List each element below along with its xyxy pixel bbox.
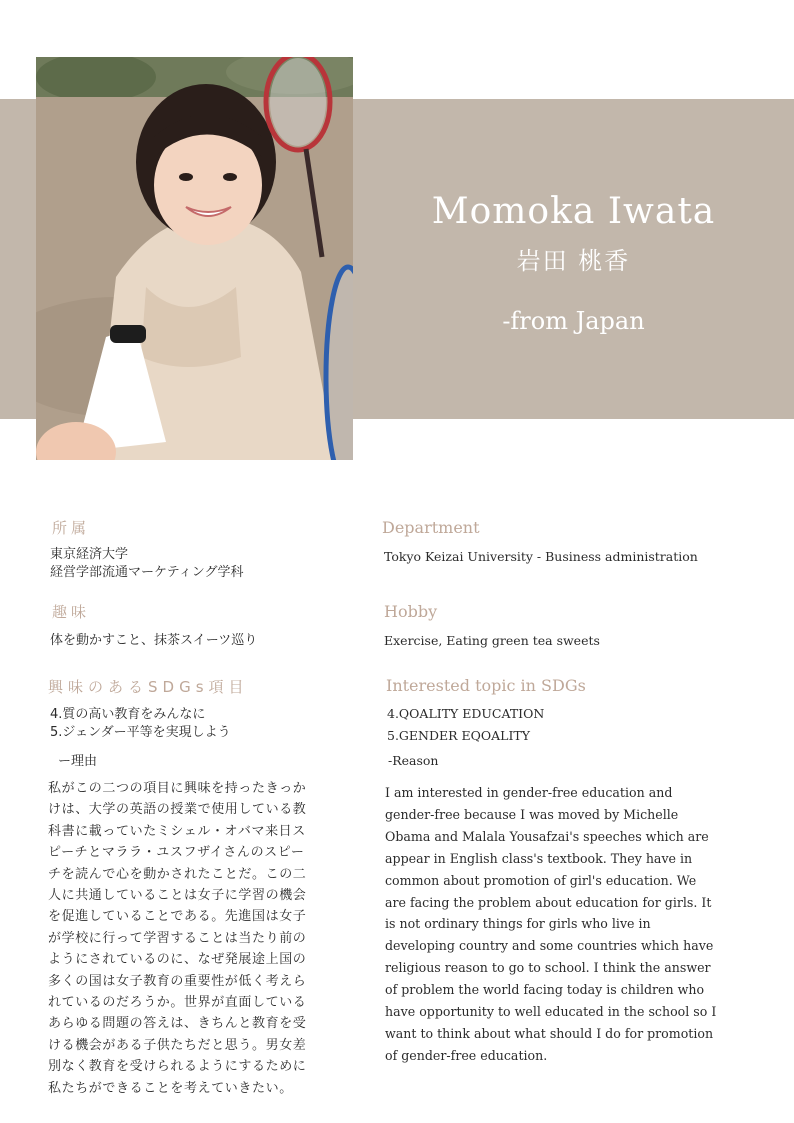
hobby-label-en: Hobby <box>384 602 438 621</box>
sdg-list-ja <box>50 706 231 742</box>
sdg-list-en <box>387 703 544 747</box>
origin-text: -from Japan <box>502 307 645 335</box>
reason-line-en: of problem the world facing today is children who <box>385 982 705 998</box>
sdg-item-en: 4.QOALITY EDUCATION <box>387 706 545 721</box>
department-label-ja: 所属 <box>52 519 91 537</box>
reason-line-ja: 私たちができることを考えていきたい。 <box>48 1080 293 1096</box>
department-line-1: 東京経済大学 <box>50 547 129 562</box>
reason-line-ja: あらゆる問題の答えは、きちんと教育を受 <box>48 1016 307 1032</box>
reason-line-en: religious reason to go to school. I think the answer <box>385 960 711 976</box>
reason-paragraph-en <box>385 782 730 1067</box>
reason-line-en: common about promotion of girl's education. We <box>385 872 697 888</box>
hobby-label-ja: 趣味 <box>52 603 91 621</box>
reason-line-ja: が学校に行って学習することは当たり前の <box>48 930 307 946</box>
department-text-en: Tokyo Keizai University - Business administration <box>384 549 698 564</box>
sdg-item-ja: 5.ジェンダー平等を実現しよう <box>50 725 231 740</box>
department-label-en: Department <box>382 518 480 537</box>
reason-line-ja: ピーチとマララ・ユスフザイさんのスピー <box>48 845 305 861</box>
reason-paragraph-ja <box>48 778 348 1099</box>
reason-label-en: -Reason <box>388 753 439 768</box>
reason-line-ja: 科書に載っていたミシェル・オバマ来日ス <box>48 823 306 839</box>
reason-line-ja: 人に共通していることは女子に学習の機会 <box>48 888 307 904</box>
sdg-label-en: Interested topic in SDGs <box>386 676 586 695</box>
name-japanese: 岩田 桃香 <box>516 247 631 275</box>
reason-line-ja: ようにされているのに、なぜ発展途上国の <box>48 952 307 968</box>
department-text-ja <box>50 546 243 582</box>
reason-line-en: I am interested in gender-free education and <box>385 785 673 800</box>
hobby-text-en: Exercise, Eating green tea sweets <box>384 633 600 648</box>
reason-line-ja: 別なく教育を受けられるようにするために <box>48 1059 307 1075</box>
sdg-label-ja: 興味のあるSDGs項目 <box>48 678 249 696</box>
reason-line-en: are facing the problem about education for girls. It <box>385 894 712 910</box>
reason-line-en: Obama and Malala Yousafzai's speeches which are <box>385 828 709 844</box>
reason-label-ja: ー理由 <box>58 754 98 769</box>
reason-line-en: gender-free because I was moved by Michelle <box>385 806 679 822</box>
sdg-item-en: 5.GENDER EQOALITY <box>387 728 530 743</box>
reason-line-ja: けは、大学の英語の授業で使用している教 <box>48 802 307 818</box>
hobby-text-ja: 体を動かすこと、抹茶スイーツ巡り <box>50 633 258 648</box>
name-english: Momoka Iwata <box>431 191 716 232</box>
profile-photo <box>36 57 353 460</box>
reason-line-ja: チを読んで心を動かされたことだ。この二 <box>48 866 307 882</box>
name-block <box>353 99 794 419</box>
department-line-2: 経営学部流通マーケティング学科 <box>50 565 244 580</box>
reason-line-en: want to think about what should I do for promotion <box>385 1025 714 1041</box>
reason-line-ja: れているのだろうか。世界が直面している <box>48 995 307 1011</box>
reason-line-en: developing country and some countries which have <box>385 938 714 954</box>
reason-line-en: of gender-free education. <box>385 1047 548 1063</box>
reason-line-en: have opportunity to well educated in the school so I <box>385 1004 717 1020</box>
reason-line-en: is not ordinary things for girls who live in <box>385 916 651 932</box>
reason-line-ja: 多くの国は女子教育の重要性が低く考えら <box>48 973 307 989</box>
reason-line-ja: 私がこの二つの項目に興味を持ったきっか <box>48 781 307 796</box>
reason-line-en: appear in English class's textbook. They have in <box>385 850 693 866</box>
reason-line-ja: ける機会がある子供たちだと思う。男女差 <box>48 1037 307 1053</box>
reason-line-ja: を促進していることである。先進国は女子 <box>48 909 307 925</box>
sdg-item-ja: 4.質の高い教育をみんなに <box>50 707 206 722</box>
